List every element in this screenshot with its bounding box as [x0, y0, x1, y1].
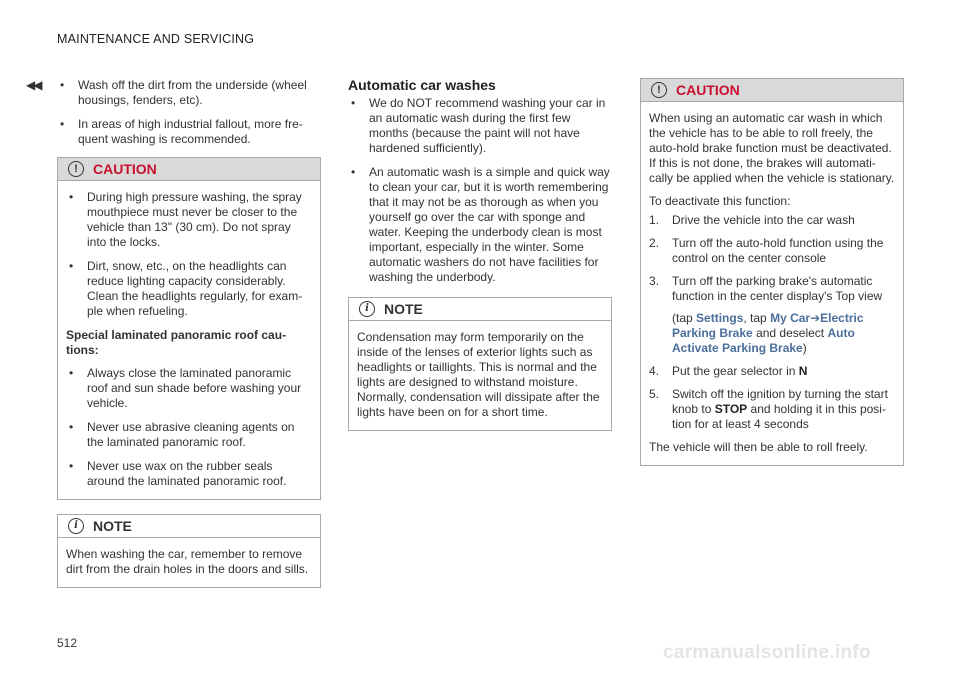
list-item: • Dirt, snow, etc., on the headlights can reduce lighting capacity considerably. Clean the headlights regularly, for exam-ple when refueling.	[69, 259, 303, 318]
caution-body	[641, 102, 903, 465]
list-item: 5. Switch off the ignition by turning the start knob to STOP and holding it in this posi-tion for at least 4 seconds	[649, 387, 888, 431]
list-item: 2. Turn off the auto-hold function using the control on the center console	[649, 236, 884, 265]
caution-header	[641, 79, 903, 102]
column-3	[640, 78, 904, 466]
note-title: NOTE	[384, 300, 423, 317]
caution-body	[58, 181, 320, 499]
note-box	[57, 514, 321, 588]
bullet-icon: •	[351, 96, 356, 110]
caution-intro: When using an automatic car wash in which the vehicle has to be able to roll freely, the auto-hold brake function must be deactivated. If this is not done, the brakes will automati-cally be applied when the vehicle is stationary.	[649, 111, 895, 185]
exclamation-icon: !	[651, 82, 667, 98]
bullet-icon: •	[351, 165, 356, 179]
page-number: 512	[57, 636, 78, 650]
column-1	[57, 78, 321, 588]
list-item: 4. Put the gear selector in N	[649, 364, 808, 378]
note-title: NOTE	[93, 517, 132, 534]
bullet-icon: •	[60, 117, 65, 131]
roof-cautions-heading: Special laminated panoramic roof cau-tions:	[66, 328, 287, 357]
caution-outro: The vehicle will then be able to roll freely.	[649, 440, 868, 454]
list-item: • During high pressure washing, the spray mouthpiece must never be closer to the vehicle than 13" (30 cm). Do not spray into the locks.	[69, 190, 302, 249]
note-body: When washing the car, remember to remove dirt from the drain holes in the doors and sills.	[66, 547, 309, 576]
tap-instructions: (tap Settings, tap My Car➔Electric Parking Brake and deselect Auto Activate Parking Brake)	[672, 311, 864, 355]
settings-label: Settings	[696, 311, 744, 325]
list-item: • In areas of high industrial fallout, more fre-quent washing is recommended.	[60, 117, 303, 146]
list-item: • Always close the laminated panoramic roof and sun shade before washing your vehicle.	[69, 366, 302, 410]
list-item: 1. Drive the vehicle into the car wash	[649, 213, 855, 227]
list-item: 3. Turn off the parking brake's automatic function in the center display's Top view (tap Settings, tap My Car➔Electric Parking Brake and deselect Auto Activate Parking Brake)	[649, 274, 895, 356]
caution-title: CAUTION	[93, 160, 157, 177]
section-header: MAINTENANCE AND SERVICING	[57, 32, 255, 46]
arrow-right-icon: ➔	[810, 311, 821, 325]
back-arrows-icon[interactable]: ◀◀	[26, 78, 41, 92]
bullet-icon: •	[69, 459, 74, 473]
exclamation-icon: !	[68, 161, 84, 177]
caution-box	[640, 78, 904, 466]
electric-label: Electric	[820, 311, 864, 325]
column-2	[348, 78, 612, 431]
list-item: • Never use wax on the rubber seals around the laminated panoramic roof.	[69, 459, 287, 488]
note-body: Condensation may form temporarily on the inside of the lenses of exterior lights such as headlights or taillights. This is normal and the lights are designed to withstand moisture. Normally, condensation will dissipate after the lights have been on for a short time.	[357, 330, 600, 419]
deactivate-steps	[649, 213, 895, 432]
stop-label: STOP	[714, 402, 748, 416]
bullet-icon: •	[69, 190, 74, 204]
note-box	[348, 297, 612, 431]
my-car-label: My Car	[770, 311, 811, 325]
caution-title: CAUTION	[676, 81, 740, 98]
watermark-logo: carmanualsonline.info	[663, 642, 871, 663]
list-item: • An automatic wash is a simple and quick way to clean your car, but it is worth remembering that it may not be as thorough as when you yourself go over the car with sponge and water. Keeping the underbody clean is most important, especially in the winter. Some automatic washers do not have facilities for washing the underbody.	[351, 165, 610, 284]
gear-n: N	[798, 364, 808, 378]
list-item: • We do NOT recommend washing your car in an automatic wash during the first few months (because the paint will not have hardened sufficiently).	[351, 96, 606, 155]
automatic-car-washes-heading: Automatic car washes	[348, 77, 496, 93]
info-icon: i	[359, 301, 375, 317]
bullet-icon: •	[69, 366, 74, 380]
caution-header	[58, 158, 320, 181]
bullet-icon: •	[69, 420, 74, 434]
note-header	[58, 515, 320, 538]
info-icon: i	[68, 518, 84, 534]
caution-lead: To deactivate this function:	[649, 194, 791, 208]
parking-brake-label: Parking Brake	[672, 326, 753, 340]
bullet-icon: •	[60, 78, 65, 92]
note-header	[349, 298, 611, 321]
auto-activate-label: Auto Activate Parking Brake	[672, 326, 855, 355]
caution-box	[57, 157, 321, 500]
list-item: • Wash off the dirt from the underside (wheel housings, fenders, etc).	[60, 78, 307, 107]
wash-bullets	[57, 78, 321, 147]
bullet-icon: •	[69, 259, 74, 273]
list-item: • Never use abrasive cleaning agents on the laminated panoramic roof.	[69, 420, 295, 449]
